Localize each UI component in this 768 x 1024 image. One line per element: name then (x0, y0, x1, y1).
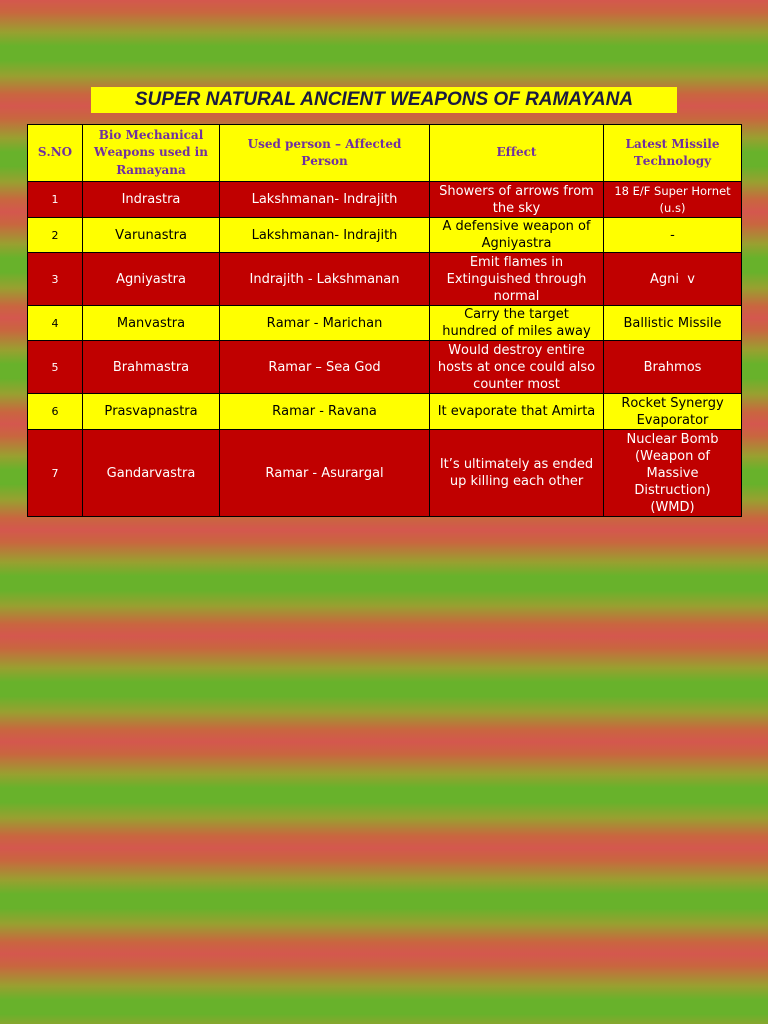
weapon-cell: Varunastra (83, 218, 220, 253)
missile-cell: - (604, 218, 742, 253)
page-title: SUPER NATURAL ANCIENT WEAPONS OF RAMAYANA (134, 89, 634, 110)
effect-cell: It evaporate that Amirta (430, 394, 604, 430)
persons-cell: Ramar – Sea God (220, 341, 430, 394)
missile-cell: Rocket Synergy Evaporator (604, 394, 742, 430)
missile-cell: Agni v (604, 253, 742, 306)
sno-cell: 5 (28, 341, 83, 394)
header-effect: Effect (430, 125, 604, 182)
header-missile: Latest Missile Technology (604, 125, 742, 182)
missile-cell: 18 E/F Super Hornet (u.s) (604, 182, 742, 218)
table-row (28, 182, 742, 218)
effect-cell: Showers of arrows from the sky (430, 182, 604, 218)
table-row (28, 253, 742, 306)
header-sno: S.NO (28, 125, 83, 182)
title-banner (91, 87, 677, 113)
missile-cell: Nuclear Bomb (Weapon of Massive Distruction) (WMD) (604, 430, 742, 517)
sno-cell: 7 (28, 430, 83, 517)
table-row (28, 218, 742, 253)
persons-cell: Lakshmanan- Indrajith (220, 218, 430, 253)
weapon-cell: Brahmastra (83, 341, 220, 394)
effect-cell: It’s ultimately as ended up killing each other (430, 430, 604, 517)
table-header-row (28, 125, 742, 182)
weapon-cell: Indrastra (83, 182, 220, 218)
weapon-cell: Manvastra (83, 306, 220, 341)
table-row (28, 306, 742, 341)
sno-cell: 6 (28, 394, 83, 430)
persons-cell: Ramar - Marichan (220, 306, 430, 341)
persons-cell: Lakshmanan- Indrajith (220, 182, 430, 218)
weapons-table (27, 124, 742, 517)
weapon-cell: Agniyastra (83, 253, 220, 306)
header-weapon: Bio Mechanical Weapons used in Ramayana (83, 125, 220, 182)
persons-cell: Ramar - Ravana (220, 394, 430, 430)
table-row (28, 430, 742, 517)
sno-cell: 4 (28, 306, 83, 341)
table-row (28, 341, 742, 394)
weapon-cell: Prasvapnastra (83, 394, 220, 430)
effect-cell: Would destroy entire hosts at once could also counter most (430, 341, 604, 394)
sno-cell: 2 (28, 218, 83, 253)
effect-cell: A defensive weapon of Agniyastra (430, 218, 604, 253)
sno-cell: 3 (28, 253, 83, 306)
missile-cell: Ballistic Missile (604, 306, 742, 341)
weapon-cell: Gandarvastra (83, 430, 220, 517)
table-row (28, 394, 742, 430)
header-persons: Used person – Affected Person (220, 125, 430, 182)
sno-cell: 1 (28, 182, 83, 218)
effect-cell: Carry the target hundred of miles away (430, 306, 604, 341)
persons-cell: Indrajith - Lakshmanan (220, 253, 430, 306)
persons-cell: Ramar - Asurargal (220, 430, 430, 517)
missile-cell: Brahmos (604, 341, 742, 394)
effect-cell: Emit flames in Extinguished through normal (430, 253, 604, 306)
